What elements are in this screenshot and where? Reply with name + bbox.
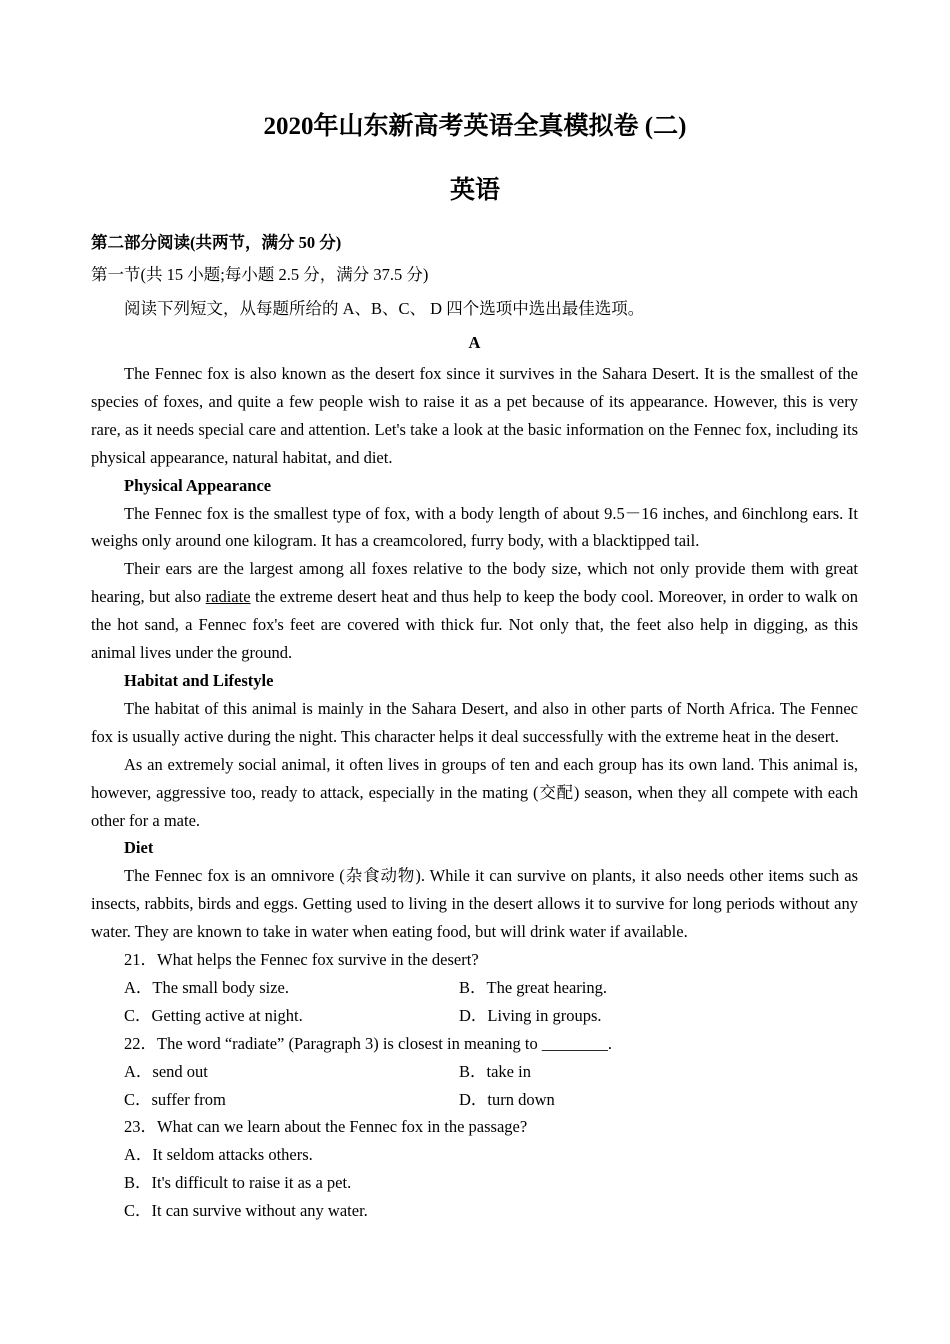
- question-21-option-d: D．Living in groups.: [459, 1005, 602, 1025]
- question-22-options-row-2: [91, 1086, 858, 1114]
- underlined-word-radiate: radiate: [205, 587, 251, 607]
- paragraph-4: The habitat of this animal is mainly in the Sahara Desert, and also in other parts of North Africa. The Fennec fox is usually active during the night. This character helps it deal successfully with the extreme heat in the desert.: [91, 698, 858, 746]
- question-23-stem: 23．What can we learn about the Fennec fox in the passage?: [124, 1117, 528, 1137]
- heading-physical-appearance: Physical Appearance: [124, 475, 272, 495]
- question-21-option-a: A．The small body size.: [124, 977, 289, 997]
- exam-title: 2020年山东新高考英语全真模拟卷 (二): [263, 113, 687, 140]
- paragraph-1: The Fennec fox is also known as the desert fox since it survives in the Sahara Desert. It is the smallest of the species of foxes, and quite a few people wish to raise it as a pet because of its appearance. However, this is very rare, as it needs special care and attention. Let's take a look at the basic information on the Fennec fox, including its physical appearance, natural habitat, and diet.: [91, 364, 858, 467]
- section-header: 第二部分阅读(共两节，满分 50 分): [91, 233, 342, 252]
- paragraph-5: As an extremely social animal, it often lives in groups of ten and each group has its own land. This animal is, however, aggressive too, ready to attack, especially in the mating (交配) season, when they all compete with each other for a mate.: [91, 754, 858, 830]
- paragraph-3-part-2: the extreme desert heat and thus help to keep the body cool. Moreover, in order to walk on the hot sand, a Fennec fox's feet are covered with thick fur. Not only that, the feet also help in digging, as this animal lives under the ground.: [91, 587, 859, 663]
- question-23-option-b: B．It's difficult to raise it as a pet.: [124, 1173, 352, 1193]
- instructions: 阅读下列短文，从每题所给的 A、B、C、 D 四个选项中选出最佳选项。: [124, 299, 645, 318]
- question-21-option-c: C．Getting active at night.: [124, 1005, 303, 1025]
- exam-content: [91, 228, 858, 1225]
- question-23-option-c: C．It can survive without any water.: [124, 1201, 368, 1221]
- question-21-option-b: B．The great hearing.: [459, 977, 607, 997]
- paragraph-3-part-1: Their ears are the largest among all foxes relative to the body size, which not only provide them with great hearing, but also: [91, 559, 858, 607]
- section-subheader: 第一节(共 15 小题;每小题 2.5 分，满分 37.5 分): [91, 265, 429, 284]
- heading-habitat-lifestyle: Habitat and Lifestyle: [124, 670, 274, 690]
- paragraph-6: The Fennec fox is an omnivore (杂食动物). While it can survive on plants, it also needs other items such as insects, rabbits, birds and eggs. Getting used to living in the desert allows it to survive for long periods without any water. They are known to take in water when eating food, but will drink water if available.: [91, 866, 858, 942]
- question-22-stem: 22．The word “radiate” (Paragraph 3) is closest in meaning to ________.: [124, 1033, 612, 1053]
- paragraph-3: [91, 555, 858, 667]
- question-23-option-a: A．It seldom attacks others.: [124, 1145, 313, 1165]
- question-22-option-b: B．take in: [459, 1061, 531, 1081]
- question-22-option-d: D．turn down: [459, 1089, 555, 1109]
- question-22-options-row-1: [91, 1058, 858, 1086]
- heading-diet: Diet: [124, 838, 154, 858]
- paragraph-2: The Fennec fox is the smallest type of fox, with a body length of about 9.5－16 inches, and 6inchlong ears. It weighs only around one kilogram. It has a creamcolored, furry body, with a blacktipped tail.: [91, 503, 858, 551]
- question-21-stem: 21．What helps the Fennec fox survive in the desert?: [124, 950, 479, 970]
- subject-title: 英语: [449, 177, 500, 204]
- question-21-options-row-1: [91, 974, 858, 1002]
- question-22-option-a: A．send out: [124, 1061, 208, 1081]
- question-22-option-c: C．suffer from: [124, 1089, 226, 1109]
- question-21-options-row-2: [91, 1002, 858, 1030]
- passage-label: A: [468, 333, 481, 352]
